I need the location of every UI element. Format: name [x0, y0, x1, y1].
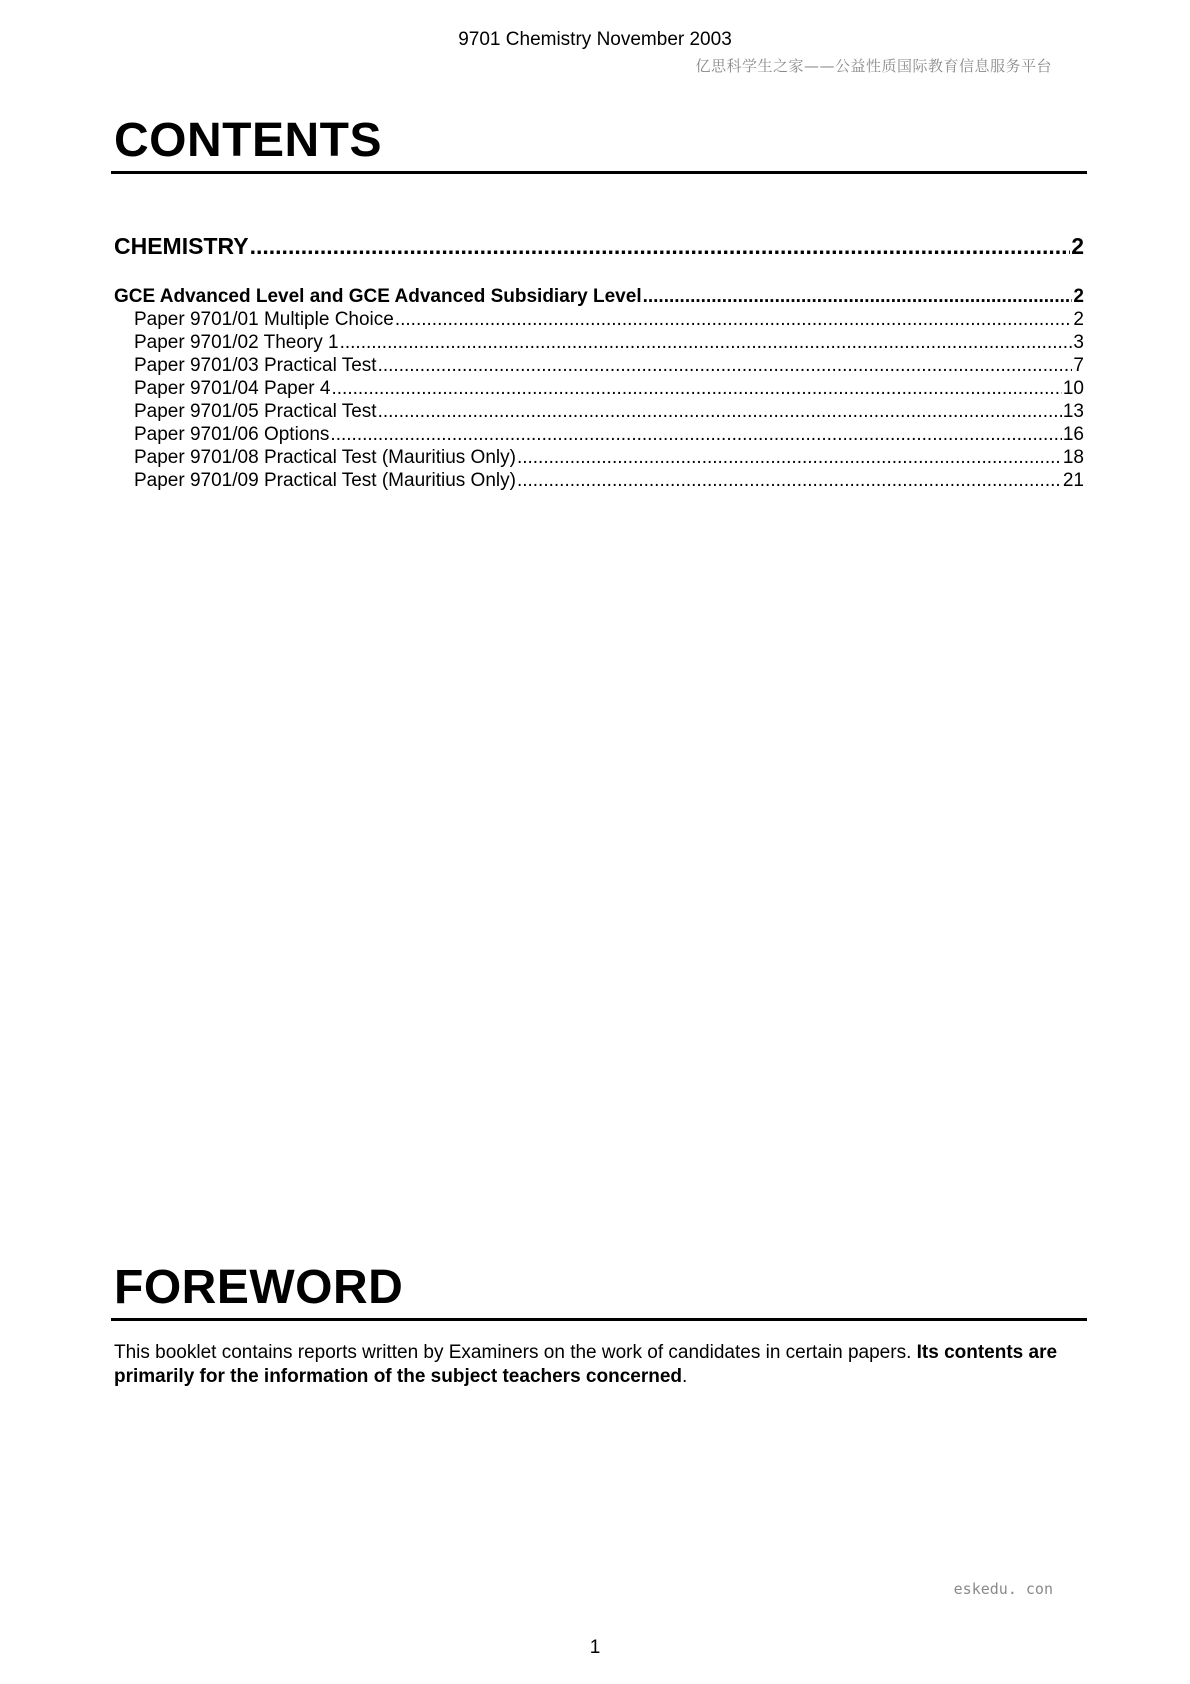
toc-level-entry[interactable]: [114, 285, 1084, 308]
toc-leader: [378, 354, 1073, 377]
toc-item[interactable]: [114, 469, 1084, 492]
toc-item-page: 13: [1062, 401, 1084, 422]
toc-leader: [378, 400, 1062, 423]
toc-item-label: Paper 9701/06 Options: [134, 424, 330, 445]
toc-item-label: Paper 9701/03 Practical Test: [134, 355, 377, 376]
toc-item-label: Paper 9701/01 Multiple Choice: [134, 309, 394, 330]
running-header: 9701 Chemistry November 2003: [458, 29, 732, 50]
toc-leader: [517, 469, 1062, 492]
toc-list: [114, 285, 1084, 492]
toc-item-page: 10: [1062, 378, 1084, 399]
toc-item[interactable]: [114, 331, 1084, 354]
toc-item-label: Paper 9701/09 Practical Test (Mauritius Only): [134, 470, 516, 491]
toc-item-label: Paper 9701/04 Paper 4: [134, 378, 331, 399]
contents-heading: CONTENTS: [114, 114, 382, 167]
toc-leader: [332, 377, 1062, 400]
toc-leader: [340, 331, 1073, 354]
toc-item-label: Paper 9701/08 Practical Test (Mauritius Only): [134, 447, 516, 468]
footer-watermark: eskedu. con: [953, 1580, 1053, 1598]
toc-leader: [250, 233, 1071, 260]
toc-main-page: 2: [1071, 233, 1084, 259]
toc-leader: [395, 308, 1073, 331]
header-watermark: 亿思科学生之家——公益性质国际教育信息服务平台: [695, 57, 1052, 75]
foreword-paragraph: [114, 1341, 1090, 1389]
toc-leader: [330, 423, 1061, 446]
toc-item[interactable]: [114, 423, 1084, 446]
toc-item-page: 21: [1062, 470, 1084, 491]
toc-item[interactable]: [114, 446, 1084, 469]
toc-leader: [517, 446, 1062, 469]
toc-main-label: CHEMISTRY: [114, 233, 249, 259]
toc-item-page: 2: [1073, 309, 1084, 330]
contents-rule: [111, 171, 1087, 174]
toc-item[interactable]: [114, 308, 1084, 331]
page-number: 1: [589, 1637, 601, 1658]
foreword-bold-text: Its contents are primarily for the information of the subject teachers concerned: [114, 1342, 1058, 1387]
foreword-heading: FOREWORD: [114, 1261, 404, 1314]
foreword-plain-text: This booklet contains reports written by Examiners on the work of candidates in certain papers.: [114, 1342, 917, 1363]
toc-leader: [643, 285, 1073, 308]
toc-item[interactable]: [114, 400, 1084, 423]
toc-item-page: 3: [1073, 332, 1084, 353]
toc-item[interactable]: [114, 354, 1084, 377]
toc-item-label: Paper 9701/02 Theory 1: [134, 332, 339, 353]
toc-item[interactable]: [114, 377, 1084, 400]
toc-item-page: 18: [1062, 447, 1084, 468]
toc-level-label: GCE Advanced Level and GCE Advanced Subsidiary Level: [114, 286, 642, 307]
toc-item-page: 16: [1062, 424, 1084, 445]
foreword-end-text: .: [682, 1366, 688, 1387]
toc-main-entry[interactable]: [114, 233, 1084, 260]
toc-level-page: 2: [1073, 286, 1084, 307]
toc-item-label: Paper 9701/05 Practical Test: [134, 401, 377, 422]
foreword-rule: [111, 1318, 1087, 1321]
toc-item-page: 7: [1073, 355, 1084, 376]
